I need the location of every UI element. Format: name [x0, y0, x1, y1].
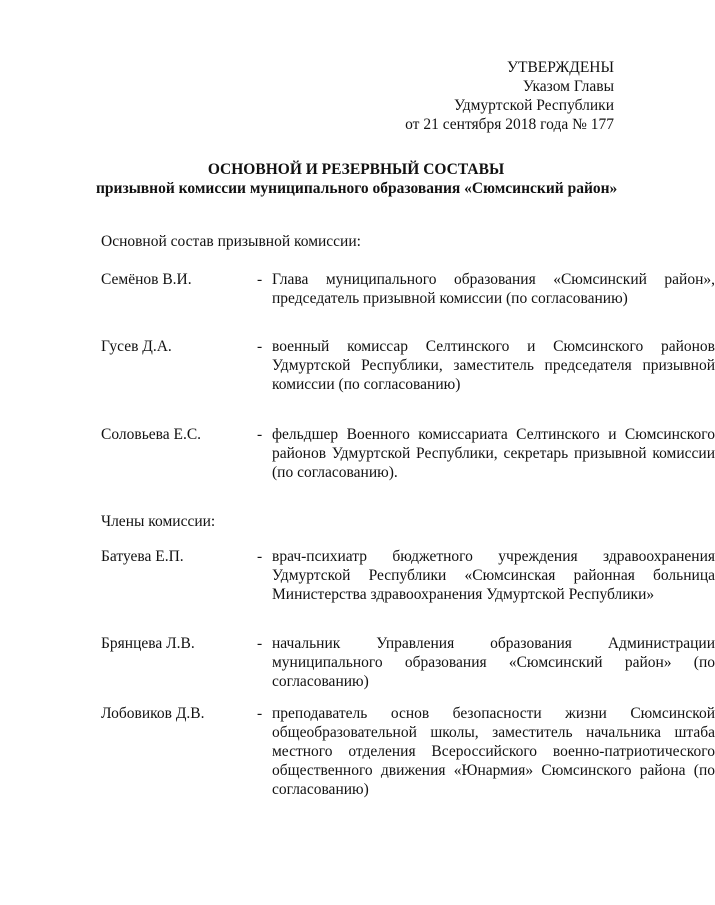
- member-role: начальник Управления образования Администрации муниципального образования «Сюмсинский район» (по согласованию): [272, 635, 715, 690]
- member-name: Семёнов В.И.: [101, 271, 192, 288]
- member-role: фельдшер Военного комиссариата Селтинского и Сюмсинского районов Удмуртской Республики, секретарь призывной комиссии (по согласованию).: [272, 426, 715, 481]
- member-name: Гусев Д.А.: [101, 338, 172, 355]
- member-name: Соловьева Е.С.: [101, 426, 202, 443]
- member-role: врач-психиатр бюджетного учреждения здравоохранения Удмуртской Республики «Сюмсинская районная больница Министерства здравоохранения Удмуртской Республики»: [272, 548, 715, 603]
- document-title: [96, 160, 616, 198]
- member-name: Батуева Е.П.: [101, 548, 184, 565]
- member-dash: -: [257, 271, 263, 288]
- approval-line-decree: Указом Главы: [522, 78, 614, 95]
- member-dash: -: [257, 426, 263, 443]
- member-dash: -: [257, 635, 263, 652]
- member-dash: -: [257, 705, 263, 722]
- member-name: Брянцева Л.В.: [101, 635, 195, 652]
- member-name: Лобовиков Д.В.: [101, 705, 205, 722]
- approval-line-approved: УТВЕРЖДЕНЫ: [507, 59, 614, 76]
- approval-line-date: от 21 сентября 2018 года № 177: [405, 116, 614, 133]
- member-dash: -: [257, 338, 263, 355]
- member-dash: -: [257, 548, 263, 565]
- title-line-main: ОСНОВНОЙ И РЕЗЕРВНЫЙ СОСТАВЫ: [207, 161, 505, 178]
- commission-members-heading: Члены комиссии:: [101, 513, 216, 530]
- approval-line-republic: Удмуртской Республики: [453, 97, 614, 114]
- member-role: военный комиссар Селтинского и Сюмсинского районов Удмуртской Республики, заместитель председателя призывной комиссии (по согласованию): [272, 338, 715, 393]
- member-role: преподаватель основ безопасности жизни Сюмсинской общеобразовательной школы, заместитель начальника штаба местного отделения Всероссийского военно-патриотического общественного движения «Юнармия» Сюмсинского района (по согласованию): [272, 705, 715, 798]
- title-line-sub: призывной комиссии муниципального образования «Сюмсинский район»: [96, 180, 618, 197]
- main-composition-heading: Основной состав призывной комиссии:: [101, 233, 361, 250]
- member-role: Глава муниципального образования «Сюмсинский район», председатель призывной комиссии (по согласованию): [272, 271, 715, 307]
- approval-stamp: [405, 58, 614, 134]
